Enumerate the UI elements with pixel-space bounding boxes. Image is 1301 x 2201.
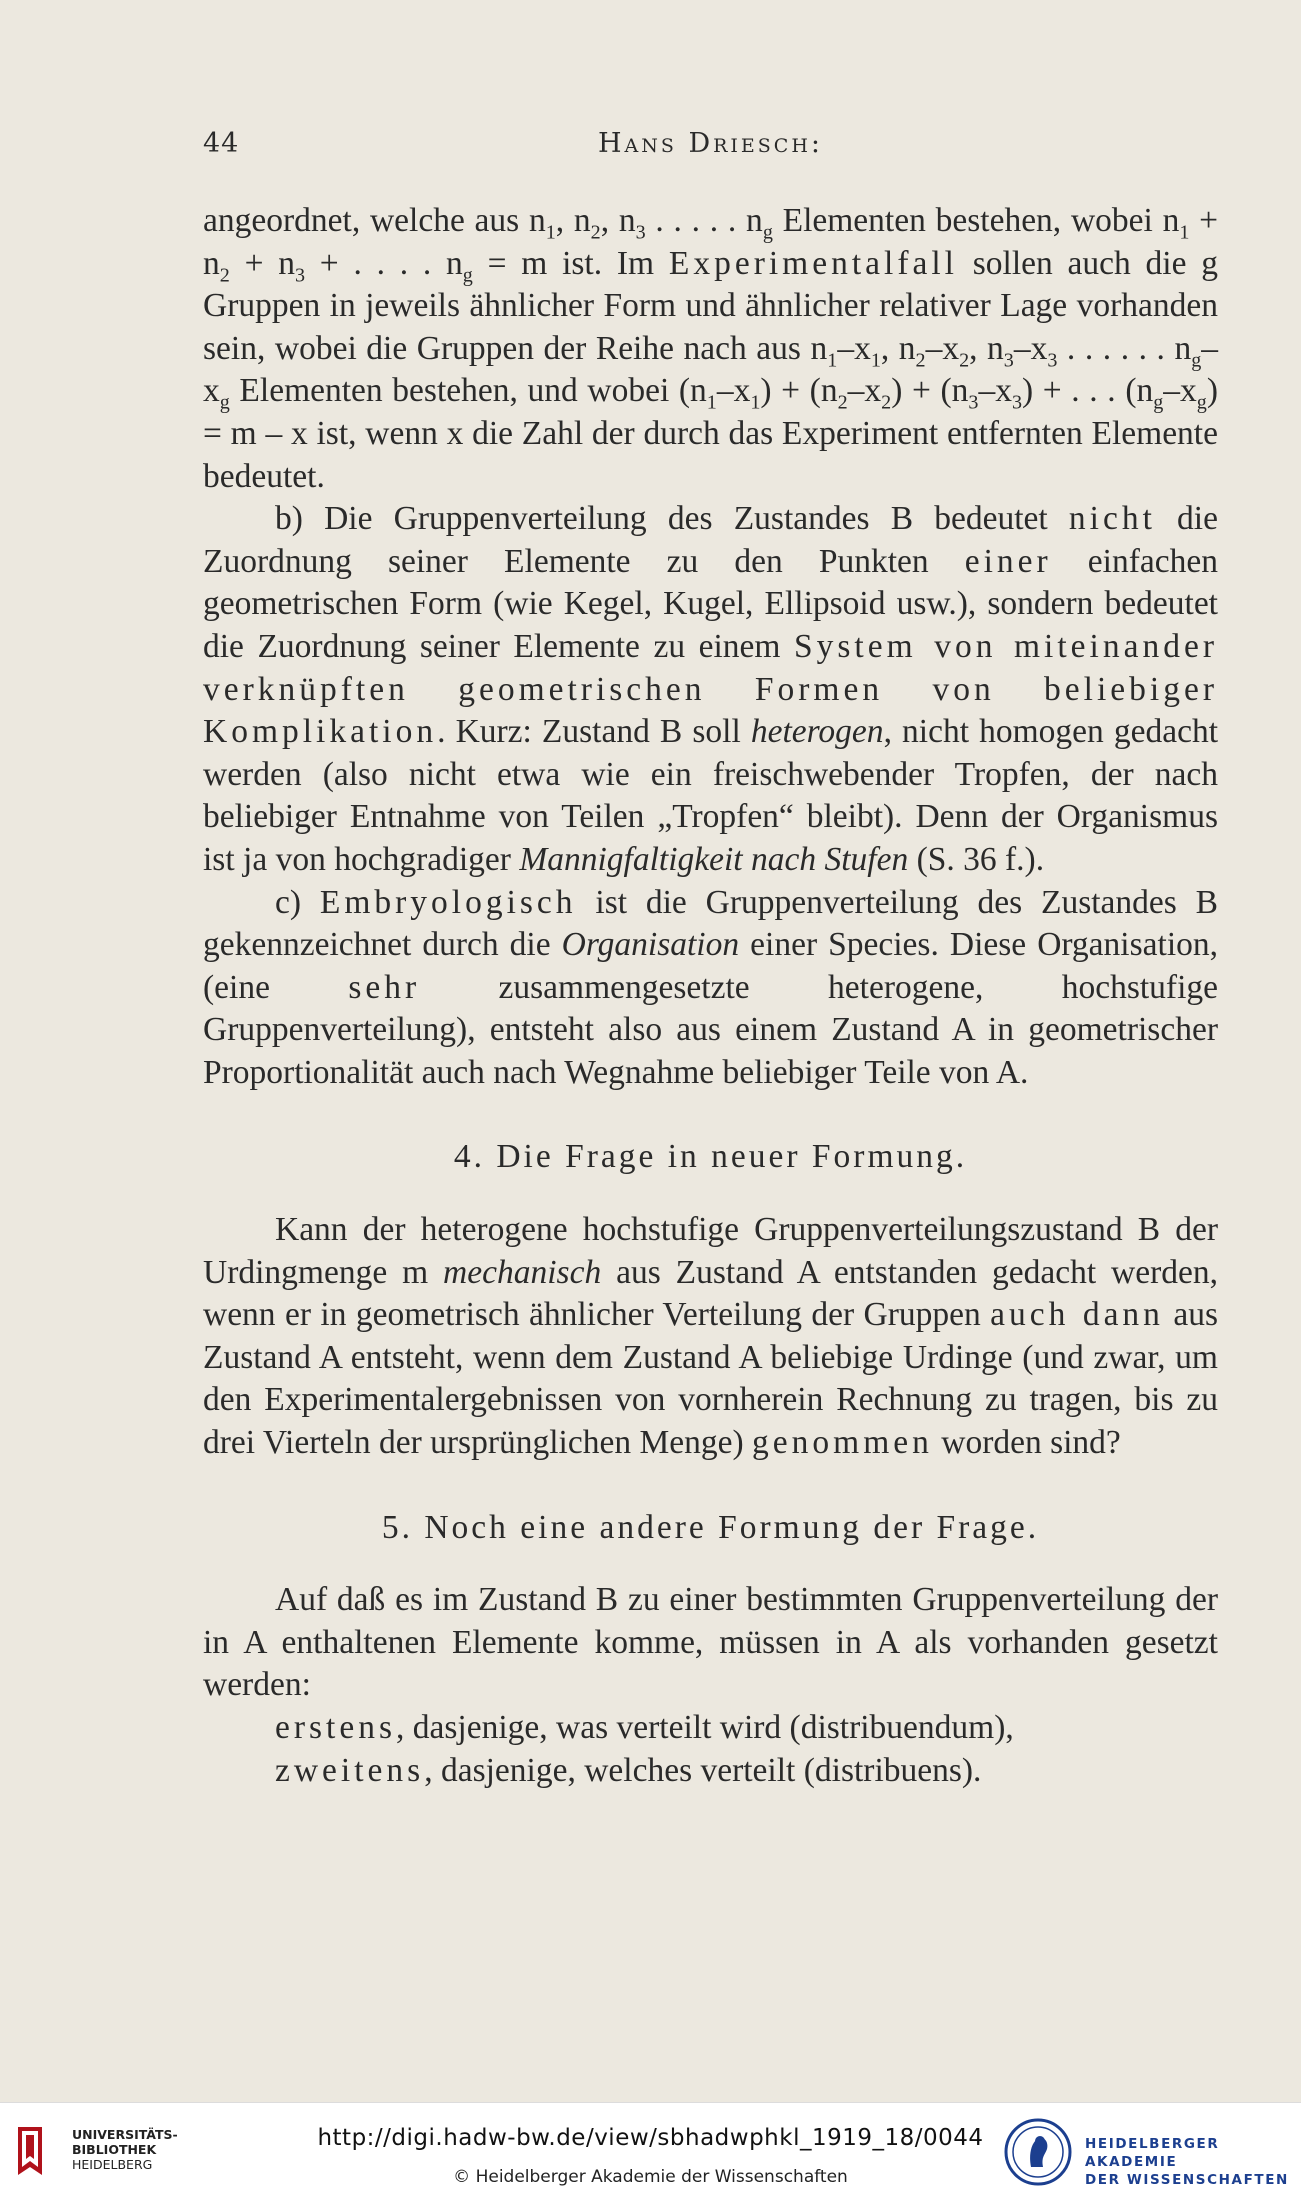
enumeration-first: erstens, dasjenige, was verteilt wird (distribuendum), [275, 1709, 1014, 1746]
paragraph-c: c) Embryologisch ist die Gruppenverteilung des Zustandes B gekennzeichnet durch die Organisation einer Species. Diese Organisation, (eine sehr zusammengesetzte heterogene, hochstufige Gruppenverteilung), entsteht also aus einem Zustand A in geometrischer Proportionalität auch nach Wegnahme beliebiger Teile von A. [203, 883, 1219, 1091]
section-heading-4: 4. Die Frage in neuer Formung. [453, 1138, 968, 1176]
section-heading-5: 5. Noch eine andere Formung der Frage. [381, 1508, 1040, 1546]
page-text [203, 200, 1218, 1792]
running-title: Hans Driesch: [597, 128, 824, 159]
university-library-name[interactable]: UNIVERSITÄTS- BIBLIOTHEK HEIDELBERG [72, 2127, 178, 2172]
academy-name[interactable]: HEIDELBERGER AKADEMIE DER WISSENSCHAFTEN [1085, 2136, 1289, 2188]
page-number: 44 [203, 128, 240, 159]
paragraph-section-4: Kann der heterogene hochstufige Gruppenverteilungszustand B der Urdingmenge m mechanisch aus Zustand A entstanden gedacht werden, wenn er in geometrisch ähnlicher Verteilung der Gruppen auch dann aus Zustand A entsteht, wenn dem Zustand A beliebige Urdinge (und zwar, um den Experimentalergebnissen von vornherein Rechnung zu tragen, bis zu drei Vierteln der ursprünglichen Menge) genommen worden sind? [203, 1211, 1218, 1462]
paragraph-section-5: Auf daß es im Zustand B zu einer bestimmten Gruppenverteilung der in A enthaltenen Elemente komme, müssen in A als vorhanden gesetzt werden: [203, 1581, 1218, 1704]
viewer-footer [0, 2102, 1301, 2201]
permalink-url[interactable]: http://digi.hadw-bw.de/view/sbhadwphkl_1919_18/0044 [317, 2125, 984, 2151]
paragraph-b: b) Die Gruppenverteilung des Zustandes B bedeutet nicht die Zuordnung seiner Elemente zu den Punkten einer einfachen geometrischen Form (wie Kegel, Kugel, Ellipsoid usw.), sondern bedeutet die Zuordnung seiner Elemente zu einem System von miteinander verknüpften geometrischen Formen von beliebiger Komplikation. Kurz: Zustand B soll heterogen, nicht homogen gedacht werden (also nicht etwa wie ein freischwebender Tropfen, der nach beliebiger Entnahme von Teilen „Tropfen“ bleibt). Denn der Organismus ist ja von hochgradiger Mannigfaltigkeit nach Stufen (S. 36 f.). [203, 500, 1219, 878]
copyright-notice: © Heidelberger Akademie der Wissenschaften [453, 2167, 848, 2187]
academy-seal-icon[interactable] [1003, 2117, 1073, 2187]
enumeration-second: zweitens, dasjenige, welches verteilt (distribuens). [275, 1751, 982, 1789]
page-header [203, 128, 1218, 168]
paragraph-a-continued: angeordnet, welche aus $n_1$, $n_2$, $n_3$ . . . . . $n_g$ Elementen bestehen, wobei $n_1 + n_2 + n_3$ + . . . . $n_g = m$ ist. Im Experimentalfall sollen auch die g Gruppen in jeweils ähnlicher Form und ähnlicher relativer Lage vorhanden sein, wobei die Gruppen der Reihe nach aus $n_1-x_1$, $n_2-x_2$, $n_3-x_3$ . . . . . . $n_g-x_g$ Elementen bestehen, und wobei $(n_1-x_1) + (n_2-x_2) + (n_3-x_3)$ + . . . $(n_g-x_g) = m - x$ ist, wenn x die Zahl der durch das Experiment entfernten Elemente bedeutet. [203, 202, 1219, 495]
